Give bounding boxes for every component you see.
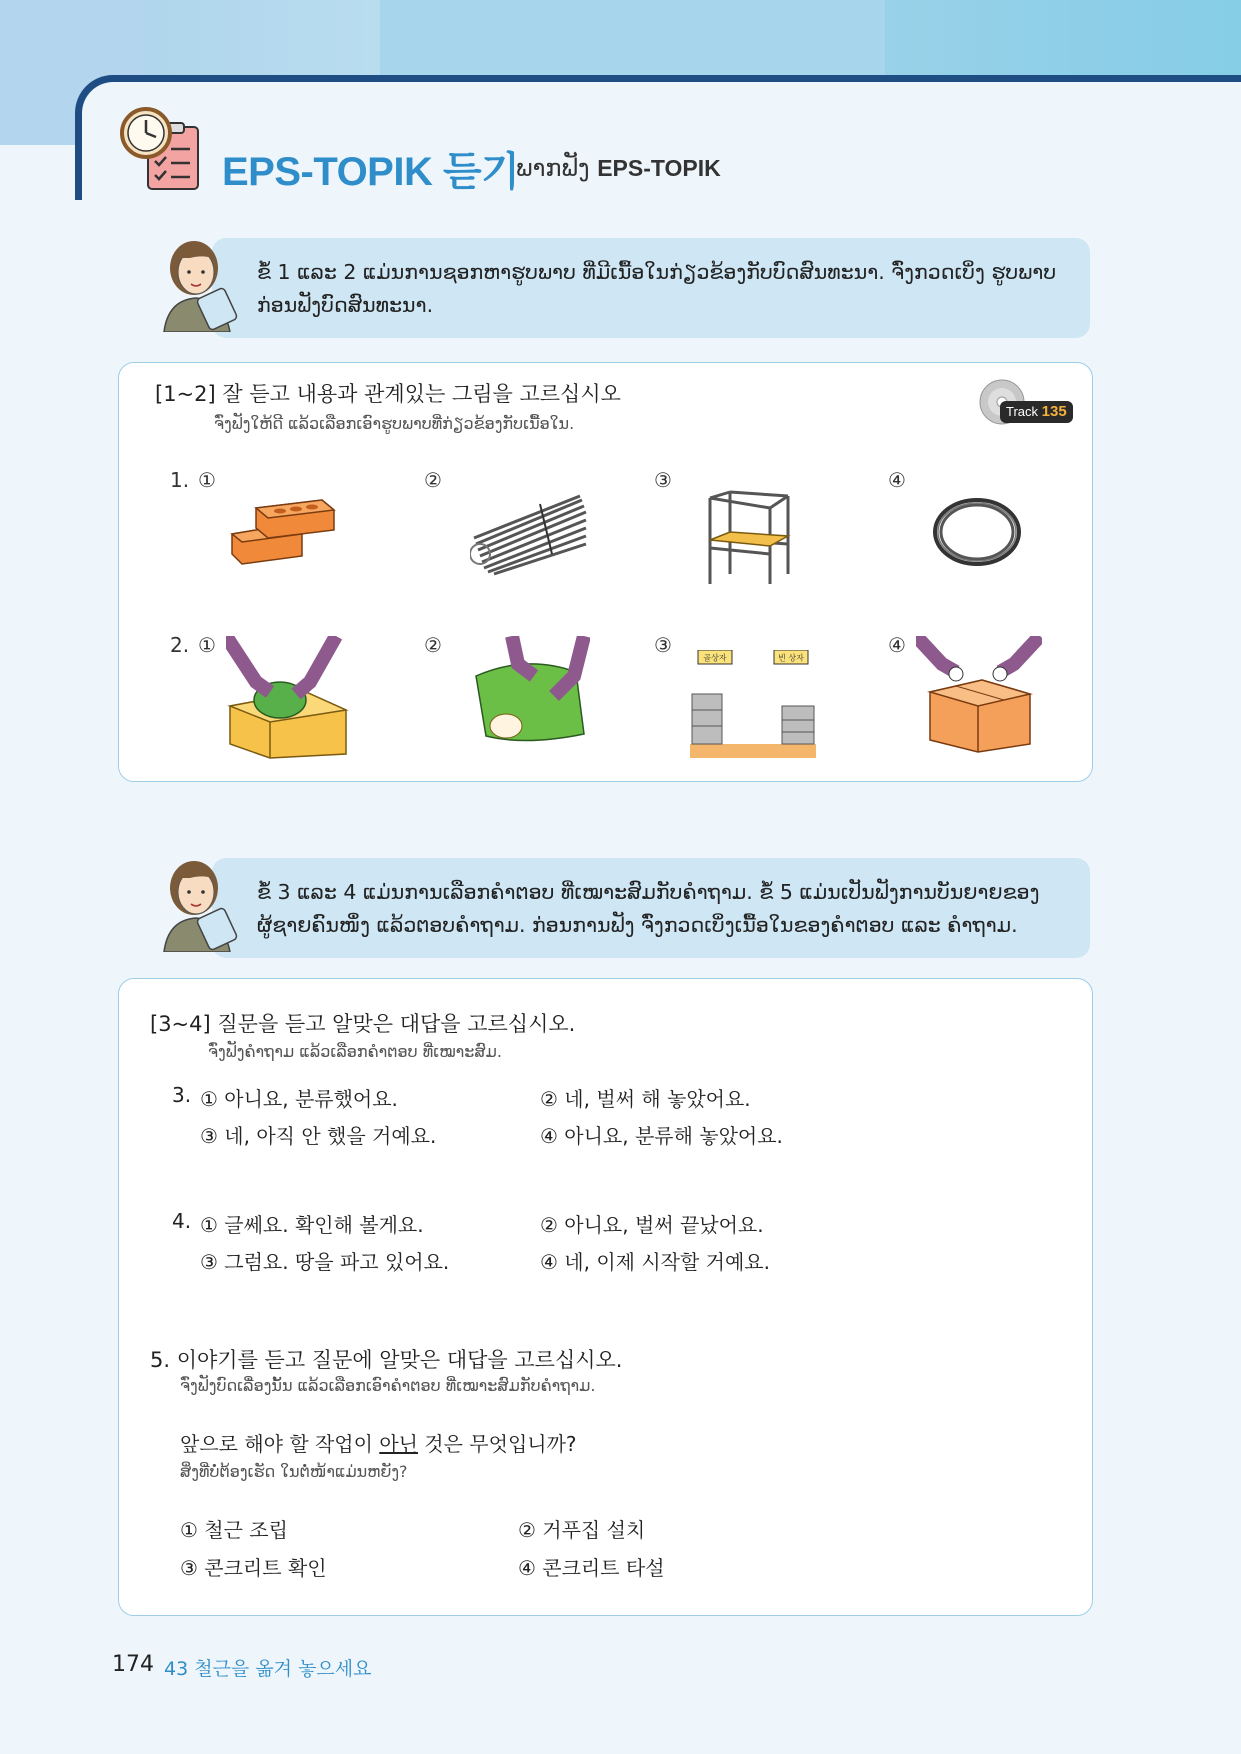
q2-choice-mark[interactable]: ③ (654, 633, 672, 657)
page-title: EPS-TOPIK 듣기 (222, 150, 520, 194)
prompt-underlined-word: 아닌 (379, 1432, 418, 1456)
q5-option-4[interactable]: ④ 콘크리트 타설 (518, 1556, 665, 1580)
question-5-heading: 5. 이야기를 듣고 질문에 알맞은 대답을 고르십시오. (150, 1348, 623, 1372)
tying-box-image[interactable] (916, 636, 1042, 754)
subtitle-lao: ພາກຟັງ (516, 154, 590, 182)
instruction-bubble-2 (212, 858, 1090, 958)
q3-option-2[interactable]: ② 네, 벌써 해 놓았어요. (540, 1087, 751, 1111)
question-5-prompt-lao: ສິ່ງທີ່ບໍ່ຕ້ອງເຮັດ ໃນຕໍ່ໜ້າແມ່ນຫຍັງ? (180, 1462, 408, 1481)
question-4-number: 4. (172, 1209, 192, 1233)
question-1-number: 1. (170, 468, 190, 492)
instruction-bubble-1 (212, 238, 1090, 338)
bricks-image[interactable] (230, 494, 342, 566)
teacher-avatar-icon (150, 852, 245, 952)
q4-option-2[interactable]: ② 아니요, 벌써 끝났어요. (540, 1213, 764, 1237)
instruction-text: ຂໍ້ 1 ແລະ 2 ແມ່ນການຊອກຫາຮູບພາບ ທີ່ມີເນື້ອໃນກ່ຽວຂ້ອງກັບບົດສົນທະນາ. ຈົ່ງກວດເບິ່ງ ຮູບພາບກ່ອນຟັງບົດສົນທະນາ. (257, 260, 1057, 317)
q4-option-1[interactable]: ① 글쎄요. 확인해 볼게요. (200, 1213, 424, 1237)
instruction-text: ຂໍ້ 3 ແລະ 4 ແມ່ນການເລືອກຄໍາຕອບ ທີ່ເໝາະສົມກັບຄໍາຖາມ. ຂໍ້ 5 ແມ່ນເປັນຟັງການບັນຍາຍຂອງຜູ້ຊາຍຄົນໜຶ່ງ ແລ້ວຕອບຄໍາຖາມ. ກ່ອນການຟັງ ຈົ່ງກວດເບິ່ງເນື້ອໃນຂອງຄໍາຕອບ ແລະ ຄໍາຖາມ. (257, 880, 1040, 937)
clock-checklist-icon (118, 105, 204, 195)
question-2-number: 2. (170, 633, 190, 657)
q5-option-3[interactable]: ③ 콘크리트 확인 (180, 1556, 327, 1580)
audio-track-button[interactable] (978, 378, 1070, 430)
scaffolding-image[interactable] (700, 488, 796, 588)
track-badge (1000, 401, 1073, 423)
subtitle-bold: EPS-TOPIK (597, 155, 721, 181)
q1-choice-mark[interactable]: ① (198, 468, 216, 492)
q1-choice-mark[interactable]: ② (424, 468, 442, 492)
box-label-2: 빈 상자 (778, 653, 804, 663)
page-number: 174 (112, 1652, 154, 1677)
question-3-number: 3. (172, 1083, 192, 1107)
top-band-segment (380, 0, 885, 75)
rebar-bundle-image[interactable] (470, 494, 588, 578)
q5-option-2[interactable]: ② 거푸집 설치 (518, 1518, 646, 1542)
section2-subheading: ຈົ່ງຟັງຄໍາຖາມ ແລ້ວເລືອກຄໍາຕອບ ທີ່ເໝາະສົມ. (208, 1042, 502, 1061)
q3-option-1[interactable]: ① 아니요, 분류했어요. (200, 1087, 398, 1111)
q3-option-4[interactable]: ④ 아니요, 분류해 놓았어요. (540, 1124, 783, 1148)
q1-choice-mark[interactable]: ④ (888, 468, 906, 492)
page-subtitle (516, 154, 721, 182)
section2-heading: [3~4] 질문을 듣고 알맞은 대답을 고르십시오. (150, 1012, 576, 1036)
q3-option-3[interactable]: ③ 네, 아직 안 했을 거예요. (200, 1124, 437, 1148)
q1-choice-mark[interactable]: ③ (654, 468, 672, 492)
track-number: 135 (1041, 403, 1067, 420)
q2-choice-mark[interactable]: ② (424, 633, 442, 657)
top-band (0, 0, 1241, 75)
prompt-text: 것은 무엇입니까? (417, 1432, 577, 1456)
chapter-title: 43 철근을 옮겨 놓으세요 (164, 1658, 372, 1680)
question-5-subheading: ຈົ່ງຟັງບົດເລື່ອງນັ້ນ ແລ້ວເລືອກເອົາຄໍາຕອບ ທີ່ເໝາະສົມກັບຄໍາຖາມ. (180, 1376, 596, 1395)
q2-choice-mark[interactable]: ① (198, 633, 216, 657)
q5-option-1[interactable]: ① 철근 조립 (180, 1518, 288, 1542)
q4-option-3[interactable]: ③ 그럼요. 땅을 파고 있어요. (200, 1250, 450, 1274)
box-sorting-image[interactable] (690, 650, 816, 760)
box-label-1: 골상자 (703, 653, 727, 663)
track-label: Track (1006, 404, 1039, 419)
section1-heading: [1~2] 잘 듣고 내용과 관계있는 그림을 고르십시오 (155, 382, 621, 406)
prompt-text: 앞으로 해야 할 작업이 (180, 1432, 380, 1456)
wire-coil-image[interactable] (930, 494, 1024, 570)
teacher-avatar-icon (150, 232, 245, 332)
q4-option-4[interactable]: ④ 네, 이제 시작할 거예요. (540, 1250, 770, 1274)
section1-subheading: ຈົ່ງຟັງໃຫ້ດີ ແລ້ວເລືອກເອົາຮູບພາບທີ່ກ່ຽວຂ້ອງກັບເນື້ອໃນ. (214, 414, 575, 433)
wrapping-in-box-image[interactable] (226, 636, 350, 760)
wrapping-cloth-image[interactable] (466, 636, 590, 744)
question-5-prompt (180, 1428, 577, 1457)
q2-choice-mark[interactable]: ④ (888, 633, 906, 657)
